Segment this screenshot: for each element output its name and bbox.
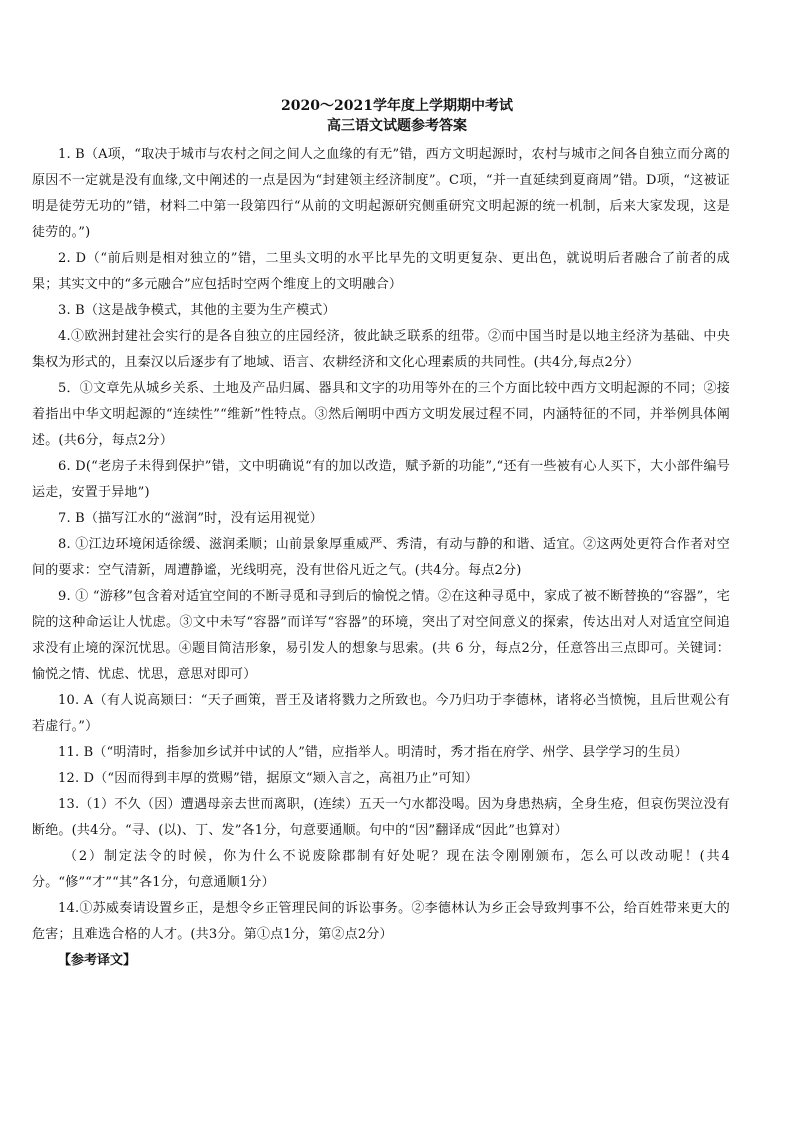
answer-item-8: 8. ①江边环境闲适徐缓、滋润柔顺；山前景象厚重威严、秀清，有动与静的和谐、适宜。②这两处更符合作者对空间的要求：空气清新，周遭静谧，光线明亮，没有世俗凡近之气。(共4分。每点2分) [32, 537, 730, 578]
answer-item-2: 2. D（“前后则是相对独立的”错，二里头文明的水平比早先的文明更复杂、更出色，就说明后者融合了前者的成果；其实文中的“多元融合”应包括时空两个维度上的文明融合） [32, 251, 730, 292]
translation-heading: 【参考译文】 [58, 953, 137, 968]
answer-item-14: 14.①苏威奏请设置乡正，是想令乡正管理民间的诉讼事务。②李德林认为乡正会导致判事不公，给百姓带来更大的危害；且难选合格的人才。(共3分。第①点1分，第②点2分） [32, 901, 730, 942]
answer-item-9: 9. ① “游移”包含着对适宜空间的不断寻觅和寻到后的愉悦之情。②在这种寻觅中，家成了被不断替换的“容器”，宅院的这种命运让人忧虑。③文中未写“容器”而详写“容器”的环境，突出了对空间意义的探索，传达出对人对适宜空间追求没有止境的深沉忧思。④题目简洁形象，易引发人的想象与思索。(共 6 分，每点2分，任意答出三点即可。关键词：愉悦之情、忧虑、忧思，意思对即可） [32, 589, 730, 682]
answer-item-1: 1. B（A项，“取决于城市与农村之间之间人之血缘的有无”错，西方文明起源时，农村与城市之间各自独立而分离的原因不一定就是没有血缘,文中阐述的一点是因为“封建领主经济制度”。C项，“并一直延续到夏商周”错。D项，“这被证明是徒劳无功的”错，材料二中第一段第四行“从前的文明起源研究侧重研究文明起源的统一机制，后来大家发现，这是徒劳的。”) [32, 147, 730, 240]
answer-item-10: 10. A（有人说高颎曰：“天子画策，晋王及诸将戮力之所致也。今乃归功于李德林，诸将必当愤惋，且后世观公有若虚行。”） [32, 693, 730, 734]
document-subtitle: 高三语文试题参考答案 [327, 118, 467, 134]
answer-item-12: 12. D（“因而得到丰厚的赏赐”错，据原文“颎入言之，高祖乃止”可知） [58, 771, 479, 786]
answer-item-7: 7. B（描写江水的“滋润”时，没有运用视觉） [58, 511, 323, 526]
answer-item-13-part-2: （2）制定法令的时候，你为什么不说废除郡制有好处呢？现在法令刚刚颁布，怎么可以改动呢！(共4分。“修”“才”“其”各1分，句意通顺1分） [32, 849, 730, 890]
answer-item-4: 4.①欧洲封建社会实行的是各自独立的庄园经济，彼此缺乏联系的纽带。②而中国当时是以地主经济为基础、中央集权为形式的，且秦汉以后逐步有了地域、语言、农耕经济和文化心理素质的共同性。(共4分,每点2分） [32, 329, 730, 370]
answer-list [32, 142, 730, 974]
document-title: 2020～2021学年度上学期期中考试 [281, 98, 513, 114]
answer-item-11: 11. B（“明清时，指参加乡试并中试的人”错，应指举人。明清时，秀才指在府学、州学、县学学习的生员） [58, 745, 688, 760]
answer-item-3: 3. B（这是战争模式，其他的主要为生产模式） [58, 303, 336, 318]
answer-item-6: 6. D(“老房子未得到保护”错，文中明确说“有的加以改造，赋予新的功能”,“还有一些被有心人买下，大小部件编号运走，安置于异地”) [32, 459, 730, 500]
answer-item-13-part-1: 13.（1）不久（因）遭遇母亲去世而离职，(连续）五天一勺水都没喝。因为身患热病，全身生疮，但哀伤哭泣没有断绝。(共4分。“寻、(以)、丁、发”各1分，句意要通顺。句中的“因”翻译成“因此”也算对） [32, 797, 730, 838]
answer-item-5: 5．①文章先从城乡关系、土地及产品归属、器具和文字的功用等外在的三个方面比较中西方文明起源的不同；②接着指出中华文明起源的“连续性”“维新”性特点。③然后阐明中西方文明发展过程不同，内涵特征的不同，并举例具体阐述。(共6分，每点2分） [32, 381, 730, 448]
